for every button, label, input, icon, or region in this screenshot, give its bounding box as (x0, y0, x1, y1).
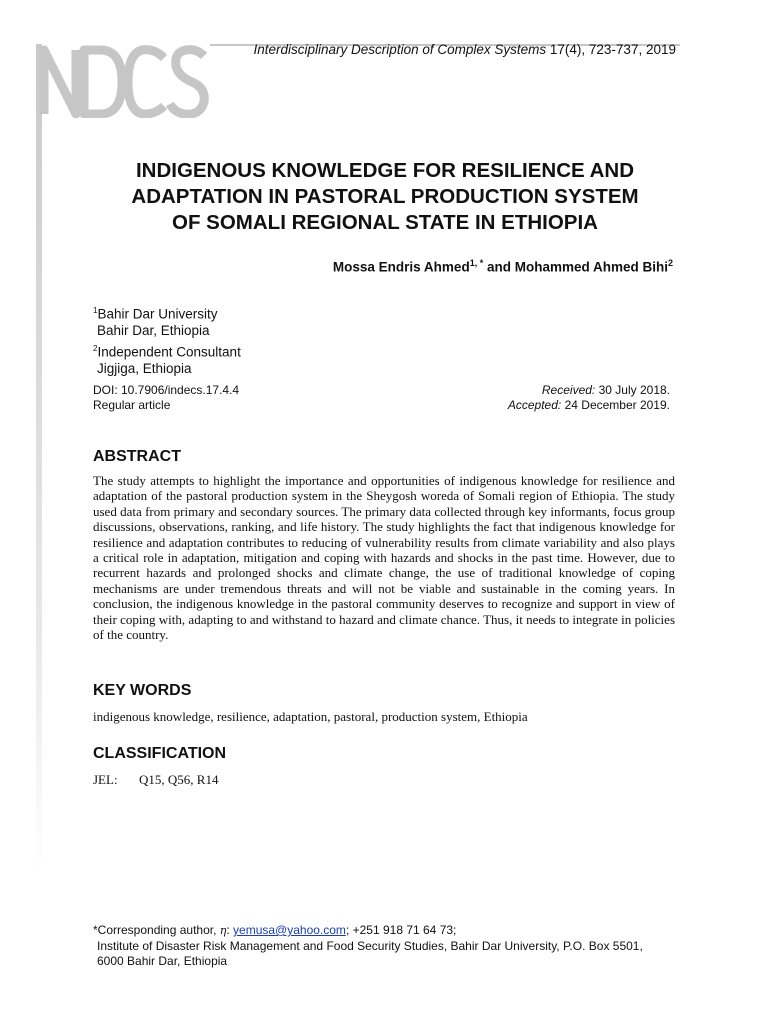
indecs-logo-graphic (36, 40, 211, 118)
affiliation-line: Bahir Dar University (97, 306, 218, 322)
abstract-heading: ABSTRACT (93, 448, 181, 465)
journal-side-bar (36, 44, 42, 874)
author-list (333, 258, 673, 275)
author-affil-marker: 1, * (469, 258, 484, 268)
journal-logo (36, 40, 211, 118)
author-affil-marker: 2 (667, 258, 673, 268)
address-line: Institute of Disaster Risk Management and Food Security Studies, Bahir Dar University, P.O. Box 5501, (97, 938, 643, 953)
email-link[interactable]: yemusa@yahoo.com (233, 923, 346, 937)
accepted-label: Accepted: (507, 398, 562, 412)
footnote-prefix: *Corresponding author, (93, 923, 217, 937)
keywords-text: indigenous knowledge, resilience, adaptation, pastoral, production system, Ethiopia (93, 709, 528, 724)
jel-classification (93, 772, 218, 788)
title-line: ADAPTATION IN PASTORAL PRODUCTION SYSTEM (131, 185, 639, 208)
affiliation (93, 303, 217, 339)
paper-title (80, 158, 690, 236)
address-line: 6000 Bahir Dar, Ethiopia (97, 954, 228, 968)
journal-ref: 17(4), 723-737, 2019 (549, 42, 676, 57)
jel-codes: Q15, Q56, R14 (139, 772, 219, 787)
classification-heading: CLASSIFICATION (93, 745, 227, 762)
journal-name: Interdisciplinary Description of Complex Systems (253, 42, 547, 57)
received-label: Received: (541, 383, 596, 397)
article-type: Regular article (93, 398, 171, 412)
received-date: 30 July 2018. (598, 383, 670, 397)
corresponding-author-footnote: *Corresponding author, η: yemusa@yahoo.com; +251 918 71 64 73; Institute of Disaster Risk Management and Food Security Studies, Bahir Dar University, P.O. Box 5501, 6000 Bahir Dar, Ethiopia (93, 923, 693, 970)
article-meta (93, 383, 239, 413)
affiliation-line: Jigjiga, Ethiopia (97, 360, 192, 376)
doi: DOI: 10.7906/indecs.17.4.4 (93, 383, 240, 397)
author-name: Mossa Endris Ahmed (332, 259, 470, 275)
accepted-date: 24 December 2019. (564, 398, 670, 412)
affiliation-number: 1 (93, 306, 98, 315)
article-dates (508, 383, 670, 413)
title-line: OF SOMALI REGIONAL STATE IN ETHIOPIA (172, 211, 598, 234)
keywords-heading: KEY WORDS (93, 682, 192, 699)
email-symbol: η (219, 924, 227, 937)
affiliation-line: Independent Consultant (97, 344, 241, 360)
abstract-text: The study attempts to highlight the importance and opportunities of indigenous knowledge for resilience and adaptation of the pastoral production system in the Sheygosh woreda of Somali region of Ethiopia. The study used data from primary and secondary sources. The primary data collected through key informants, focus group discussions, observations, ranking, and life history. The study highlights the fact that indigenous knowledge for resilience and adaptation contributes to reducing of vulnerability results from climate variability and also plays a critical role in adaptation, mitigation and coping with hazards and shocks in the past time. However, due to recurrent hazards and prolonged shocks and climate change, the use of traditional knowledge of coping mechanisms are under tremendous threats and will not be viable and sustainable in the coming years. In conclusion, the indigenous knowledge in the pastoral community deserves to recognize and support in view of their coping with, adapting to and withstand to hazard and climate chance. Thus, it needs to integrate in policies of the country. (93, 473, 675, 643)
affiliation-line: Bahir Dar, Ethiopia (97, 322, 210, 338)
affiliation-number: 2 (93, 344, 98, 353)
title-line: INDIGENOUS KNOWLEDGE FOR RESILIENCE AND (135, 159, 635, 182)
jel-label: JEL: (93, 772, 118, 787)
phone-number: ; +251 918 71 64 73; (345, 923, 457, 937)
journal-citation (254, 42, 676, 57)
author-name: Mohammed Ahmed Bihi (514, 259, 668, 275)
affiliation (93, 341, 241, 377)
author-joiner: and (483, 259, 515, 275)
